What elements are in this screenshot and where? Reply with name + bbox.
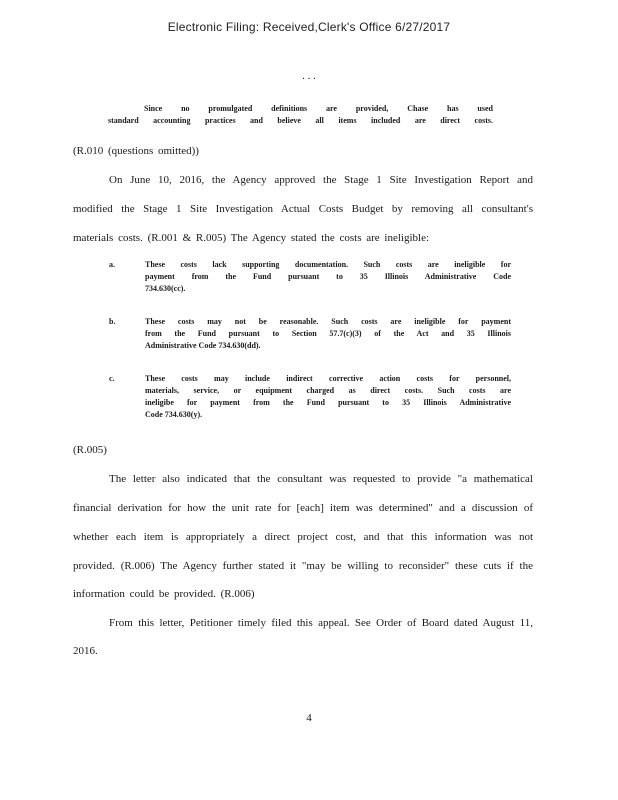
- list-item-line: from the Fund pursuant to Section 57.7(c)(3) of the Act and 35 Illinois: [145, 329, 511, 338]
- list-item-line: These costs may include indirect corrective action costs for personnel,: [145, 374, 511, 383]
- list-item-line: Administrative Code 734.630(dd).: [145, 341, 261, 350]
- paragraph-line: materials costs. (R.001 & R.005) The Agency stated the costs are ineligible:: [73, 232, 430, 244]
- list-item-label: a.: [109, 260, 115, 269]
- paragraph-line: financial derivation for how the unit rate for [each] item was determined" and a discussion of: [73, 502, 533, 514]
- paragraph-line: information could be provided. (R.006): [73, 588, 255, 600]
- record-reference: (R.010 (questions omitted)): [73, 145, 199, 157]
- paragraph-line: On June 10, 2016, the Agency approved the Stage 1 Site Investigation Report and: [109, 174, 533, 186]
- list-item-label: c.: [109, 374, 115, 383]
- filing-stamp-header: Electronic Filing: Received,Clerk's Office 6/27/2017: [167, 20, 451, 34]
- list-item-line: 734.630(cc).: [145, 284, 186, 293]
- block-quote: [108, 103, 493, 127]
- paragraph-line: 2016.: [73, 645, 98, 657]
- paragraph-line: whether each item is appropriately a direct project cost, and that this information was not: [73, 531, 533, 543]
- paragraph-line: provided. (R.006) The Agency further stated it "may be willing to reconsider" these cuts if the: [73, 560, 533, 572]
- paragraph-line: From this letter, Petitioner timely filed this appeal. See Order of Board dated August 11,: [109, 617, 533, 629]
- list-item-line: materials, service, or equipment charged as direct costs. Such costs are: [145, 386, 511, 395]
- record-reference: (R.005): [73, 444, 107, 456]
- ellipsis: . . .: [302, 70, 316, 82]
- quote-line: Since no promulgated definitions are provided, Chase has used: [144, 104, 493, 113]
- list-item-line: ineligibe for payment from the Fund pursuant to 35 Illinois Administrative: [145, 398, 511, 407]
- page-number: 4: [306, 712, 312, 724]
- quote-line: standard accounting practices and believe all items included are direct costs.: [108, 116, 493, 125]
- list-item-label: b.: [109, 317, 116, 326]
- list-item-line: payment from the Fund pursuant to 35 Illinois Administrative Code: [145, 272, 511, 281]
- list-item-line: These costs lack supporting documentation. Such costs are ineligible for: [145, 260, 511, 269]
- paragraph-line: The letter also indicated that the consultant was requested to provide "a mathematical: [109, 473, 533, 485]
- paragraph-line: modified the Stage 1 Site Investigation Actual Costs Budget by removing all consultant's: [73, 203, 533, 215]
- list-item-line: These costs may not be reasonable. Such costs are ineligible for payment: [145, 317, 511, 326]
- list-item-line: Code 734.630(y).: [145, 410, 203, 419]
